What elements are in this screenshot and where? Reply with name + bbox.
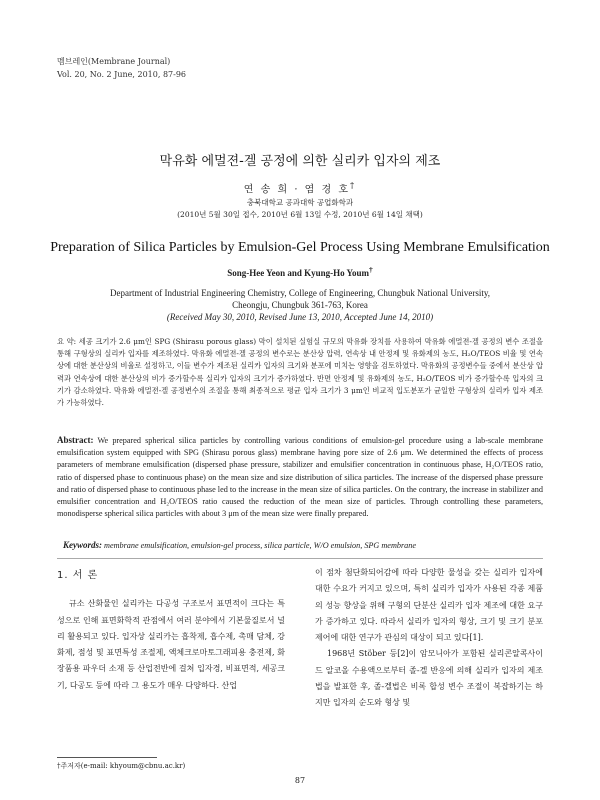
abstract-english-text: We prepared spherical silica particles by controlling various conditions of emulsion-gel procedure using a lab-scale membrane emulsification system equipped with SPG (Shirasu porous glass) membrane having pore size of 2.6 μm. We determined the effects of process parameters of membrane emulsification (dispersed phase pressure, stabilizer and emulsifier concentration in continuous phase, H₂O/TEOS ratio, ratio of dispersed phase to continuous phase) on the mean size and size distribution of silica particles. The increase of the dispersed phase pressure and ratio of dispersed phase to continuous phase led to the increase in the mean size of silica particles. On the contrary, the increase in stabilizer and emulsifier concentration and H₂O/TEOS ratio caused the reduction of the mean size of particles. Through controlling these parameters, monodisperse spherical silica particles with about 3 μm of the mean size were finally prepared. (57, 436, 543, 519)
body-paragraph-right-2: 1968년 Stöber 등[2]이 암모니아가 포함된 실리콘알콕사이드 알코올 수용액으로부터 졸-겔 반응에 의해 실리카 입자의 제조법을 발표한 후, 졸-겔법은 비록 합성 변수 조절이 복잡하기는 하지만 입자의 순도와 형상 및 (315, 649, 543, 708)
journal-name: 멤브레인(Membrane Journal) (57, 57, 171, 66)
journal-header (57, 55, 186, 81)
footnote: †주저자(e-mail: khyoum@cbnu.ac.kr) (57, 762, 186, 770)
corresponding-mark: † (350, 180, 357, 190)
corresponding-mark-en: † (369, 265, 373, 274)
authors-korean (0, 180, 600, 195)
keywords-label: Keywords: (63, 540, 102, 550)
body-paragraph-right-1: 이 점차 첨단화되어감에 따라 다양한 물성을 갖는 실리카 입자에 대한 수요가 커지고 있으며, 특히 실리카 입자가 사용된 각종 제품의 성능 향상을 위해 구형의 단분산 실리카 입자 제조에 대한 요구가 증가하고 있다. 따라서 실리카 입자의 형상, 크기 및 크기 분포 제어에 대한 연구가 관심의 대상이 되고 있다[1]. (315, 568, 543, 643)
affiliation-korean-name: 충북대학교 공과대학 공업화학과 (246, 198, 354, 207)
abstract-korean-text: 세공 크기가 2.6 μm인 SPG (Shirasu porous glass) 막이 설치된 실험실 규모의 막유화 장치를 사용하여 막유화 에멀젼-겔 공정의 변수 조절을 통해 구형상의 실리카 입자를 제조하였다. 막유화 에멀젼-겔 공정의 변수로는 분산상 압력, 연속상 내 안정제 및 유화제의 농도, H₂O/TEOS 비율 및 연속상에 대한 분산상의 비율로 설정하고, 이들 변수가 제조된 실리카 입자의 크기와 분포에 미치는 영향을 검토하였다. 막유화의 공정변수들 중에서 분산상 압력과 연속상에 대한 분산상의 비가 증가할수록 실리카 입자의 크기가 증가하였다. 반면 안정제 및 유화제의 농도, H₂O/TEOS 비가 증가할수록 입자의 크기가 감소하였다. 막유화 에멀젼-겔 공정변수의 조절을 통해 최종적으로 평균 입자 크기가 3 μm인 비교적 입도분포가 균일한 구형상의 실리카 입자 제조가 가능하였다. (57, 337, 543, 408)
keywords-text: membrane emulsification, emulsion-gel process, silica particle, W/O emulsion, SPG membrane (104, 541, 416, 550)
received-korean: (2010년 5월 30일 접수, 2010년 6월 13일 수정, 2010년 6월 14일 채택) (177, 210, 423, 219)
affiliation-english (0, 287, 600, 323)
body-column-right (315, 565, 543, 712)
title-english: Preparation of Silica Particles by Emulsion-Gel Process Using Membrane Emulsification (50, 240, 550, 255)
authors-korean-names: 연 송 희 · 염 경 호 (243, 184, 351, 196)
affiliation-english-line1: Department of Industrial Engineering Chemistry, College of Engineering, Chungbuk National University, (110, 288, 490, 298)
abstract-korean (57, 336, 543, 409)
abstract-korean-label: 요 약: (57, 337, 77, 346)
journal-volume: Vol. 20, No. 2 June, 2010, 87-96 (57, 70, 187, 79)
keywords (63, 540, 543, 550)
page-number: 87 (294, 776, 306, 785)
body-paragraph-left: 규소 산화물인 실리카는 다공성 구조로서 표면적이 크다는 특성으로 인해 표면화학적 관점에서 여러 분야에서 기본물질로서 널리 활용되고 있다. 입자상 실리카는 흡착제, 흡수제, 촉매 담체, 강화제, 점성 및 표면특성 조절제, 액체크로마토그래피용 충전제, 화장품용 파우더 소재 등 산업전반에 걸쳐 입자경, 비표면적, 세공크기, 다공도 등에 따라 그 용도가 매우 다양하다. 산업 (57, 599, 285, 690)
body-column-left (57, 565, 285, 694)
abstract-divider (57, 558, 543, 559)
title-korean: 막유화 에멀젼-겔 공정에 의한 실리카 입자의 제조 (159, 154, 441, 169)
authors-english-names: Song-Hee Yeon and Kyung-Ho Youm (227, 268, 370, 278)
received-english: (Received May 30, 2010, Revised June 13, 2010, Accepted June 14, 2010) (166, 312, 434, 322)
affiliation-korean (0, 197, 600, 221)
footnote-divider (57, 757, 157, 758)
abstract-english (57, 434, 543, 520)
abstract-english-label: Abstract: (57, 435, 94, 445)
section-heading-introduction: 1. 서 론 (57, 570, 99, 581)
authors-english (0, 265, 600, 278)
affiliation-english-line2: Cheongju, Chungbuk 361-763, Korea (232, 300, 368, 310)
